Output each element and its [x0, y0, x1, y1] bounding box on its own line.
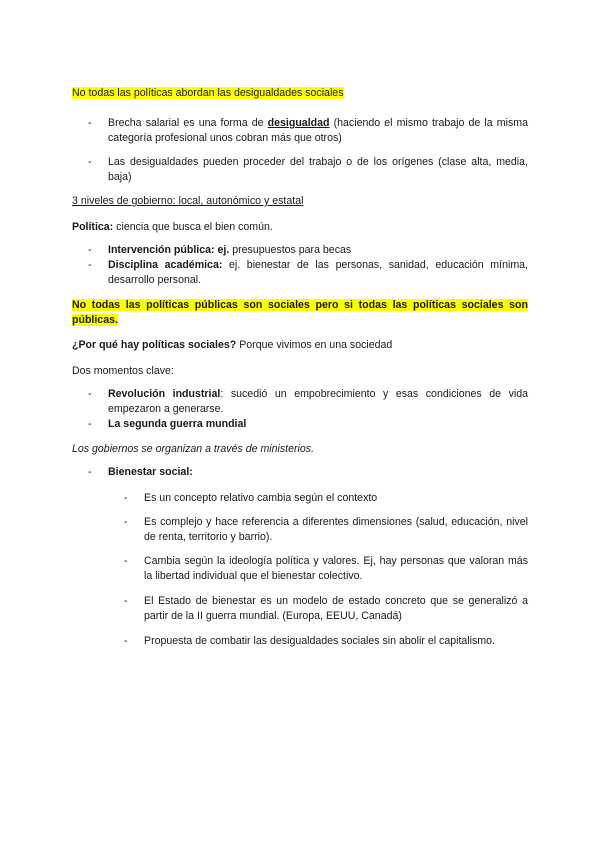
bullet-dash: - [124, 492, 128, 504]
heading-politicas-publicas: No todas las políticas públicas son sociales pero si todas las políticas sociales son públicas. [72, 299, 528, 326]
list-item-disciplina: - Disciplina académica: ej. bienestar de las personas, sanidad, educación mínima, desarrollo personal. [88, 259, 528, 286]
bullet-dash: - [88, 156, 92, 168]
sub-item-estado-bienestar: - El Estado de bienestar es un modelo de estado concreto que se generalizó a partir de la II guerra mundial. (Europa, EEUU, Canadá) [124, 595, 528, 622]
list-item-brecha: - Brecha salarial es una forma de desigualdad (haciendo el mismo trabajo de la misma categoría profesional unos cobran más que otros) [88, 117, 529, 144]
momentos-clave: Dos momentos clave: [72, 365, 174, 377]
bullet-dash: - [88, 418, 92, 430]
bullet-dash: - [88, 117, 92, 129]
sub-item-capitalismo: - Propuesta de combatir las desigualdades sociales sin abolir el capitalismo. [124, 635, 495, 647]
sub-item-ideologia: - Cambia según la ideología política y valores. Ej, hay personas que valoran más la libertad individual que el bienestar colectivo. [124, 555, 528, 582]
politica-definicion: Política: ciencia que busca el bien común. [72, 221, 273, 233]
gobiernos-ministerios: Los gobiernos se organizan a través de ministerios. [72, 443, 315, 455]
sub-item-complejo: - Es complejo y hace referencia a diferentes dimensiones (salud, educación, nivel de renta, territorio y barrio). [124, 516, 528, 543]
bullet-dash: - [124, 635, 128, 647]
niveles-gobierno: 3 niveles de gobierno: local, autonómico y estatal [72, 195, 304, 207]
bullet-dash: - [124, 595, 128, 607]
list-item-intervencion: - Intervención pública: ej. presupuestos para becas [88, 244, 352, 256]
bullet-dash: - [124, 516, 128, 528]
pregunta-politicas-sociales: ¿Por qué hay políticas sociales? Porque vivimos en una sociedad [72, 339, 393, 351]
list-item-bienestar: - Bienestar social: [88, 466, 193, 478]
list-item-revolucion: - Revolución industrial: sucedió un empobrecimiento y esas condiciones de vida empezaron a generarse. [88, 388, 529, 415]
bullet-dash: - [88, 466, 92, 478]
list-item-guerra: - La segunda guerra mundial [88, 418, 247, 430]
sub-item-concepto: - Es un concepto relativo cambia según el contexto [124, 492, 378, 504]
bullet-dash: - [88, 244, 92, 256]
bullet-dash: - [88, 259, 92, 271]
heading-desigualdades: No todas las políticas abordan las desigualdades sociales [72, 87, 344, 99]
keyword-desigualdad: desigualdad [267, 117, 330, 129]
bullet-dash: - [88, 388, 92, 400]
bullet-dash: - [124, 555, 128, 567]
list-item-origen: - Las desigualdades pueden proceder del trabajo o de los orígenes (clase alta, media, baja) [88, 156, 528, 183]
